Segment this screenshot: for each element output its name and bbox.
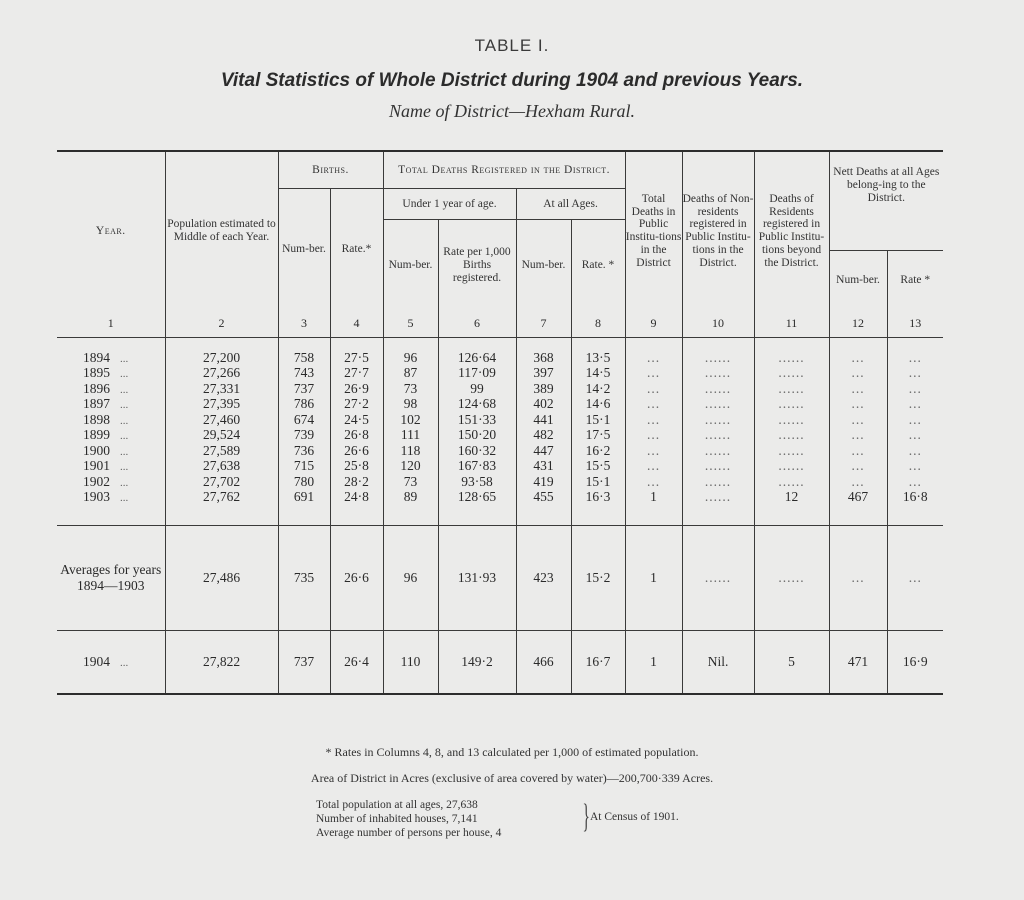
cell-year bbox=[57, 443, 165, 459]
cell-public-institutions: ... bbox=[625, 412, 682, 428]
year-leader-dots: ... bbox=[120, 476, 129, 489]
cell-nonresidents: ...... bbox=[682, 489, 754, 505]
year-leader-dots: ... bbox=[120, 656, 129, 669]
cell-public-institutions: ... bbox=[625, 427, 682, 443]
cell-residents-beyond: 12 bbox=[754, 489, 829, 505]
cell-public-institutions: 1 bbox=[625, 489, 682, 505]
cell-under1-number: 120 bbox=[383, 458, 438, 474]
cell-under1-rate: 99 bbox=[438, 381, 516, 397]
year-leader-dots: ... bbox=[120, 445, 129, 458]
table-row bbox=[57, 381, 943, 397]
cell-births-number: 758 bbox=[278, 350, 330, 366]
cell-residents-beyond: ...... bbox=[754, 458, 829, 474]
year-value: 1896 bbox=[83, 380, 110, 396]
cell-nett-rate: ... bbox=[887, 412, 943, 428]
cell-under1-rate: 126·64 bbox=[438, 350, 516, 366]
cell-public-institutions: ... bbox=[625, 443, 682, 459]
cell-under1-rate: 151·33 bbox=[438, 412, 516, 428]
cell-public-institutions: ... bbox=[625, 474, 682, 490]
census-brace: } bbox=[582, 798, 590, 835]
cell-year bbox=[57, 381, 165, 397]
year-leader-dots: ... bbox=[120, 414, 129, 427]
cell-allages-rate: 15·5 bbox=[571, 458, 625, 474]
col-header-public-institutions: Total Deaths in Public Institu-tions in the District bbox=[625, 151, 682, 311]
spacer-row bbox=[57, 505, 943, 526]
col-header-births: Births. bbox=[278, 151, 383, 189]
col-header-all-ages: At all Ages. bbox=[516, 189, 625, 220]
cell-year bbox=[57, 630, 165, 694]
col-header-year: Year. bbox=[95, 224, 126, 237]
cell-allages-rate: 14·5 bbox=[571, 365, 625, 381]
cell-population: 27,460 bbox=[165, 412, 278, 428]
year-value: 1902 bbox=[83, 473, 110, 489]
cell-residents-beyond: ...... bbox=[754, 350, 829, 366]
cell-residents-beyond: ...... bbox=[754, 381, 829, 397]
col-header-nett-deaths: Nett Deaths at all Ages belong-ing to the District. bbox=[829, 151, 943, 220]
col-header-under1-number: Num-ber. bbox=[383, 220, 438, 311]
cell-under1-rate: 149·2 bbox=[438, 630, 516, 694]
cell-births-number: 737 bbox=[278, 630, 330, 694]
column-number: 12 bbox=[829, 311, 887, 338]
rates-footnote: * Rates in Columns 4, 8, and 13 calculated per 1,000 of estimated population. bbox=[325, 745, 699, 759]
cell-allages-number: 466 bbox=[516, 630, 571, 694]
col-header-nett-number: Num-ber. bbox=[829, 250, 887, 311]
cell-births-number: 739 bbox=[278, 427, 330, 443]
cell-year bbox=[57, 474, 165, 490]
cell-population: 27,762 bbox=[165, 489, 278, 505]
cell-births-rate: 25·8 bbox=[330, 458, 383, 474]
table-label: TABLE I. bbox=[474, 36, 550, 55]
cell-nonresidents: ...... bbox=[682, 350, 754, 366]
cell-nett-rate: ... bbox=[887, 381, 943, 397]
area-footnote: Area of District in Acres (exclusive of area covered by water)—200,700·339 Acres. bbox=[310, 771, 714, 785]
cell-population: 27,822 bbox=[165, 630, 278, 694]
year-value: 1900 bbox=[83, 442, 110, 458]
cell-allages-number: 402 bbox=[516, 396, 571, 412]
cell-nett-rate: ... bbox=[887, 443, 943, 459]
census-line: Total population at all ages, 27,638 bbox=[316, 799, 478, 811]
cell-year bbox=[57, 350, 165, 366]
cell-nett-number: ... bbox=[829, 427, 887, 443]
cell-under1-rate: 167·83 bbox=[438, 458, 516, 474]
table-row bbox=[57, 474, 943, 490]
cell-allages-rate: 16·2 bbox=[571, 443, 625, 459]
census-line: Average number of persons per house, 4 bbox=[316, 827, 502, 840]
column-number: 9 bbox=[625, 311, 682, 338]
cell-population: 27,486 bbox=[165, 525, 278, 630]
cell-nett-rate: ... bbox=[887, 396, 943, 412]
cell-allages-number: 389 bbox=[516, 381, 571, 397]
cell-nett-rate: ... bbox=[887, 458, 943, 474]
cell-year bbox=[57, 412, 165, 428]
cell-allages-number: 423 bbox=[516, 525, 571, 630]
cell-under1-number: 98 bbox=[383, 396, 438, 412]
column-number: 10 bbox=[682, 311, 754, 338]
cell-year bbox=[57, 427, 165, 443]
cell-allages-rate: 13·5 bbox=[571, 350, 625, 366]
cell-residents-beyond: 5 bbox=[754, 630, 829, 694]
col-header-births-rate: Rate.* bbox=[330, 189, 383, 311]
district-name: Name of District—Hexham Rural. bbox=[389, 101, 635, 121]
col-header-nonresidents: Deaths of Non-residents registered in Public Institu-tions in the District. bbox=[682, 151, 754, 311]
cell-nonresidents: ...... bbox=[682, 427, 754, 443]
cell-year bbox=[57, 458, 165, 474]
col-header-allages-number: Num-ber. bbox=[516, 220, 571, 311]
cell-nett-rate: ... bbox=[887, 525, 943, 630]
year-value: 1899 bbox=[83, 427, 110, 443]
column-number: 8 bbox=[571, 311, 625, 338]
cell-nett-number: ... bbox=[829, 458, 887, 474]
column-number: 11 bbox=[754, 311, 829, 338]
table-row bbox=[57, 396, 943, 412]
cell-under1-rate: 93·58 bbox=[438, 474, 516, 490]
table-row bbox=[57, 458, 943, 474]
cell-nonresidents: ...... bbox=[682, 381, 754, 397]
col-header-under1-rate: Rate per 1,000 Births registered. bbox=[438, 220, 516, 311]
cell-under1-rate: 117·09 bbox=[438, 365, 516, 381]
year-leader-dots: ... bbox=[120, 461, 129, 474]
cell-nett-rate: 16·8 bbox=[887, 489, 943, 505]
cell-population: 27,638 bbox=[165, 458, 278, 474]
cell-under1-number: 96 bbox=[383, 350, 438, 366]
cell-under1-number: 87 bbox=[383, 365, 438, 381]
column-number: 4 bbox=[330, 311, 383, 338]
cell-nonresidents: Nil. bbox=[682, 630, 754, 694]
vital-statistics-table bbox=[57, 150, 943, 695]
cell-allages-number: 431 bbox=[516, 458, 571, 474]
cell-population: 27,589 bbox=[165, 443, 278, 459]
census-line: Number of inhabited houses, 7,141 bbox=[316, 813, 478, 826]
cell-births-rate: 26·4 bbox=[330, 630, 383, 694]
cell-public-institutions: ... bbox=[625, 381, 682, 397]
cell-allages-rate: 15·2 bbox=[571, 525, 625, 630]
cell-nonresidents: ...... bbox=[682, 525, 754, 630]
cell-public-institutions: ... bbox=[625, 365, 682, 381]
col-header-nett-rate: Rate * bbox=[887, 250, 943, 311]
table-title: Vital Statistics of Whole District during 1904 and previous Years. bbox=[220, 70, 804, 91]
cell-residents-beyond: ...... bbox=[754, 365, 829, 381]
header-row-1 bbox=[57, 151, 943, 189]
cell-nett-rate: ... bbox=[887, 427, 943, 443]
cell-residents-beyond: ...... bbox=[754, 412, 829, 428]
cell-under1-rate: 150·20 bbox=[438, 427, 516, 443]
table-row bbox=[57, 412, 943, 428]
cell-allages-rate: 16·7 bbox=[571, 630, 625, 694]
cell-births-number: 691 bbox=[278, 489, 330, 505]
cell-births-number: 674 bbox=[278, 412, 330, 428]
col-header-allages-rate: Rate. * bbox=[571, 220, 625, 311]
cell-population: 29,524 bbox=[165, 427, 278, 443]
cell-births-number: 737 bbox=[278, 381, 330, 397]
year-value: 1901 bbox=[83, 458, 110, 474]
year-leader-dots: ... bbox=[120, 368, 129, 381]
cell-births-rate: 27·7 bbox=[330, 365, 383, 381]
nett-header-spacer bbox=[829, 220, 943, 251]
cell-nett-number: ... bbox=[829, 396, 887, 412]
cell-allages-rate: 15·1 bbox=[571, 412, 625, 428]
column-number: 5 bbox=[383, 311, 438, 338]
cell-under1-rate: 160·32 bbox=[438, 443, 516, 459]
cell-births-number: 736 bbox=[278, 443, 330, 459]
col-header-total-deaths: Total Deaths Registered in the District. bbox=[383, 151, 625, 189]
year-value: 1904 bbox=[83, 653, 110, 669]
spacer-row bbox=[57, 337, 943, 350]
cell-nett-number: ... bbox=[829, 350, 887, 366]
cell-allages-rate: 14·6 bbox=[571, 396, 625, 412]
cell-nonresidents: ...... bbox=[682, 396, 754, 412]
cell-nett-number: 471 bbox=[829, 630, 887, 694]
cell-births-number: 786 bbox=[278, 396, 330, 412]
year-value: 1895 bbox=[83, 365, 110, 381]
cell-nett-rate: ... bbox=[887, 350, 943, 366]
cell-births-rate: 24·8 bbox=[330, 489, 383, 505]
cell-nonresidents: ...... bbox=[682, 474, 754, 490]
cell-allages-rate: 15·1 bbox=[571, 474, 625, 490]
cell-nett-rate: ... bbox=[887, 474, 943, 490]
column-number-row bbox=[57, 311, 943, 338]
cell-public-institutions: ... bbox=[625, 458, 682, 474]
cell-public-institutions: 1 bbox=[625, 630, 682, 694]
cell-under1-number: 73 bbox=[383, 474, 438, 490]
cell-population: 27,702 bbox=[165, 474, 278, 490]
column-number: 6 bbox=[438, 311, 516, 338]
cell-allages-number: 482 bbox=[516, 427, 571, 443]
year-leader-dots: ... bbox=[120, 399, 129, 412]
cell-nonresidents: ...... bbox=[682, 412, 754, 428]
cell-population: 27,395 bbox=[165, 396, 278, 412]
cell-nonresidents: ...... bbox=[682, 458, 754, 474]
cell-nett-number: ... bbox=[829, 381, 887, 397]
col-header-under-1-year: Under 1 year of age. bbox=[383, 189, 516, 220]
cell-allages-rate: 16·3 bbox=[571, 489, 625, 505]
cell-births-number: 780 bbox=[278, 474, 330, 490]
cell-nett-number: 467 bbox=[829, 489, 887, 505]
year-value: 1897 bbox=[83, 396, 110, 412]
cell-allages-number: 368 bbox=[516, 350, 571, 366]
year-value: 1903 bbox=[83, 489, 110, 505]
cell-births-rate: 26·6 bbox=[330, 525, 383, 630]
table-row bbox=[57, 443, 943, 459]
table-row bbox=[57, 427, 943, 443]
cell-under1-number: 111 bbox=[383, 427, 438, 443]
cell-under1-rate: 128·65 bbox=[438, 489, 516, 505]
table-row bbox=[57, 350, 943, 366]
year-value: 1894 bbox=[83, 349, 110, 365]
yearly-rows bbox=[57, 350, 943, 505]
cell-year bbox=[57, 396, 165, 412]
cell-residents-beyond: ...... bbox=[754, 474, 829, 490]
cell-nonresidents: ...... bbox=[682, 365, 754, 381]
cell-under1-number: 73 bbox=[383, 381, 438, 397]
cell-births-rate: 26·9 bbox=[330, 381, 383, 397]
year-1904-row bbox=[57, 630, 943, 694]
cell-residents-beyond: ...... bbox=[754, 396, 829, 412]
cell-nett-number: ... bbox=[829, 474, 887, 490]
cell-population: 27,266 bbox=[165, 365, 278, 381]
cell-births-rate: 26·8 bbox=[330, 427, 383, 443]
cell-nett-number: ... bbox=[829, 412, 887, 428]
cell-public-institutions: 1 bbox=[625, 525, 682, 630]
col-header-residents-beyond: Deaths of Residents registered in Public Institu-tions beyond the District. bbox=[754, 151, 829, 311]
column-number: 13 bbox=[887, 311, 943, 338]
cell-nett-rate: ... bbox=[887, 365, 943, 381]
cell-nett-number: ... bbox=[829, 525, 887, 630]
cell-under1-number: 89 bbox=[383, 489, 438, 505]
cell-allages-number: 397 bbox=[516, 365, 571, 381]
cell-under1-number: 118 bbox=[383, 443, 438, 459]
cell-population: 27,331 bbox=[165, 381, 278, 397]
year-leader-dots: ... bbox=[120, 430, 129, 443]
cell-births-number: 743 bbox=[278, 365, 330, 381]
cell-residents-beyond: ...... bbox=[754, 427, 829, 443]
cell-residents-beyond: ...... bbox=[754, 443, 829, 459]
year-value: 1898 bbox=[83, 411, 110, 427]
cell-public-institutions: ... bbox=[625, 396, 682, 412]
cell-nett-rate: 16·9 bbox=[887, 630, 943, 694]
cell-nett-number: ... bbox=[829, 365, 887, 381]
column-number: 2 bbox=[165, 311, 278, 338]
cell-allages-rate: 17·5 bbox=[571, 427, 625, 443]
year-leader-dots: ... bbox=[120, 492, 129, 505]
cell-under1-number: 110 bbox=[383, 630, 438, 694]
cell-nonresidents: ...... bbox=[682, 443, 754, 459]
averages-row bbox=[57, 525, 943, 630]
table-row bbox=[57, 489, 943, 505]
cell-births-number: 735 bbox=[278, 525, 330, 630]
cell-under1-rate: 124·68 bbox=[438, 396, 516, 412]
column-number: 3 bbox=[278, 311, 330, 338]
cell-year bbox=[57, 365, 165, 381]
cell-under1-number: 102 bbox=[383, 412, 438, 428]
cell-public-institutions: ... bbox=[625, 350, 682, 366]
table-row bbox=[57, 365, 943, 381]
year-leader-dots: ... bbox=[120, 352, 129, 365]
cell-allages-number: 447 bbox=[516, 443, 571, 459]
cell-allages-rate: 14·2 bbox=[571, 381, 625, 397]
cell-allages-number: 455 bbox=[516, 489, 571, 505]
census-lines bbox=[316, 798, 501, 840]
cell-population: 27,200 bbox=[165, 350, 278, 366]
cell-births-rate: 24·5 bbox=[330, 412, 383, 428]
cell-allages-number: 441 bbox=[516, 412, 571, 428]
cell-year bbox=[57, 489, 165, 505]
col-header-population: Population estimated to Middle of each Year. bbox=[165, 151, 278, 311]
cell-births-rate: 27·2 bbox=[330, 396, 383, 412]
cell-births-rate: 27·5 bbox=[330, 350, 383, 366]
census-note: At Census of 1901. bbox=[590, 811, 679, 823]
cell-allages-number: 419 bbox=[516, 474, 571, 490]
cell-nett-number: ... bbox=[829, 443, 887, 459]
column-number: 1 bbox=[57, 311, 165, 338]
column-number: 7 bbox=[516, 311, 571, 338]
cell-births-rate: 26·6 bbox=[330, 443, 383, 459]
cell-births-rate: 28·2 bbox=[330, 474, 383, 490]
cell-births-number: 715 bbox=[278, 458, 330, 474]
averages-label: Averages for years 1894—1903 bbox=[57, 525, 165, 630]
cell-under1-number: 96 bbox=[383, 525, 438, 630]
year-leader-dots: ... bbox=[120, 383, 129, 396]
cell-under1-rate: 131·93 bbox=[438, 525, 516, 630]
cell-residents-beyond: ...... bbox=[754, 525, 829, 630]
col-header-births-number: Num-ber. bbox=[278, 189, 330, 311]
